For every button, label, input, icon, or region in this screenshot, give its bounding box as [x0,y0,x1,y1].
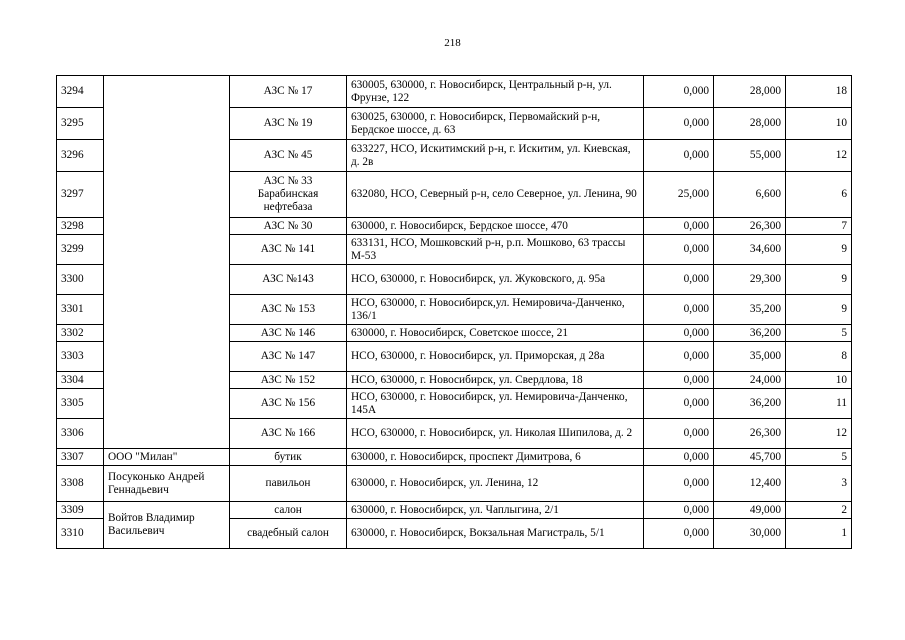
row-number-cell: 3305 [57,389,104,419]
object-type-cell: АЗС № 45 [230,140,347,172]
value2-cell: 55,000 [714,140,786,172]
row-number-cell: 3300 [57,265,104,295]
value1-cell: 0,000 [644,419,714,449]
value3-cell: 10 [786,372,852,389]
owner-cell: Посуконько Андрей Геннадьевич [104,466,230,502]
value2-cell: 36,200 [714,389,786,419]
value3-cell: 12 [786,140,852,172]
address-cell: 630000, г. Новосибирск, Советское шоссе, 21 [347,325,644,342]
object-type-cell: АЗС № 156 [230,389,347,419]
value1-cell: 0,000 [644,140,714,172]
value3-cell: 3 [786,466,852,502]
row-number-cell: 3299 [57,235,104,265]
value2-cell: 34,600 [714,235,786,265]
value3-cell: 9 [786,235,852,265]
value2-cell: 24,000 [714,372,786,389]
address-cell: 630000, г. Новосибирск, Вокзальная Магистраль, 5/1 [347,519,644,549]
address-cell: НСО, 630000, г. Новосибирск, ул. Свердлова, 18 [347,372,644,389]
object-type-cell: бутик [230,449,347,466]
value1-cell: 0,000 [644,342,714,372]
address-cell: НСО, 630000, г. Новосибирск, ул. Николая Шипилова, д. 2 [347,419,644,449]
value1-cell: 0,000 [644,389,714,419]
value1-cell: 0,000 [644,372,714,389]
value2-cell: 30,000 [714,519,786,549]
row-number-cell: 3308 [57,466,104,502]
row-number-cell: 3303 [57,342,104,372]
table-row [57,502,852,519]
row-number-cell: 3307 [57,449,104,466]
value2-cell: 45,700 [714,449,786,466]
value1-cell: 0,000 [644,519,714,549]
value2-cell: 49,000 [714,502,786,519]
value3-cell: 9 [786,265,852,295]
value3-cell: 7 [786,218,852,235]
value1-cell: 0,000 [644,466,714,502]
value3-cell: 10 [786,108,852,140]
address-cell: 632080, НСО, Северный р-н, село Северное, ул. Ленина, 90 [347,172,644,218]
object-type-cell: АЗС № 17 [230,76,347,108]
address-cell: 630000, г. Новосибирск, проспект Димитрова, 6 [347,449,644,466]
value3-cell: 2 [786,502,852,519]
value3-cell: 1 [786,519,852,549]
object-type-cell: АЗС № 147 [230,342,347,372]
value2-cell: 35,200 [714,295,786,325]
object-type-cell: салон [230,502,347,519]
row-number-cell: 3306 [57,419,104,449]
object-type-cell: АЗС № 30 [230,218,347,235]
address-cell: НСО, 630000, г. Новосибирск,ул. Немировича-Данченко, 136/1 [347,295,644,325]
address-cell: 630005, 630000, г. Новосибирск, Центральный р-н, ул. Фрунзе, 122 [347,76,644,108]
row-number-cell: 3309 [57,502,104,519]
value1-cell: 0,000 [644,502,714,519]
row-number-cell: 3294 [57,76,104,108]
address-cell: 630000, г. Новосибирск, ул. Чаплыгина, 2/1 [347,502,644,519]
value2-cell: 28,000 [714,76,786,108]
value1-cell: 0,000 [644,325,714,342]
value3-cell: 5 [786,325,852,342]
value3-cell: 9 [786,295,852,325]
value3-cell: 11 [786,389,852,419]
object-type-cell: АЗС № 19 [230,108,347,140]
value2-cell: 26,300 [714,419,786,449]
address-cell: 630000, г. Новосибирск, Бердское шоссе, 470 [347,218,644,235]
value1-cell: 0,000 [644,295,714,325]
address-cell: 633131, НСО, Мошковский р-н, р.п. Мошково, 63 трассы М-53 [347,235,644,265]
object-type-cell: АЗС № 166 [230,419,347,449]
row-number-cell: 3304 [57,372,104,389]
table-row [57,449,852,466]
object-type-cell: АЗС № 141 [230,235,347,265]
value2-cell: 29,300 [714,265,786,295]
value1-cell: 0,000 [644,235,714,265]
object-type-cell: АЗС № 153 [230,295,347,325]
value2-cell: 28,000 [714,108,786,140]
value1-cell: 0,000 [644,265,714,295]
owner-cell [104,76,230,449]
address-cell: 633227, НСО, Искитимский р-н, г. Искитим, ул. Киевская, д. 2в [347,140,644,172]
table-row [57,76,852,108]
value1-cell: 0,000 [644,449,714,466]
value2-cell: 35,000 [714,342,786,372]
value1-cell: 25,000 [644,172,714,218]
object-type-cell: АЗС № 152 [230,372,347,389]
address-cell: 630025, 630000, г. Новосибирск, Первомайский р-н, Бердское шоссе, д. 63 [347,108,644,140]
owner-cell: ООО "Милан" [104,449,230,466]
value1-cell: 0,000 [644,76,714,108]
row-number-cell: 3310 [57,519,104,549]
owner-cell: Войтов Владимир Васильевич [104,502,230,549]
page-number: 218 [444,37,461,49]
value3-cell: 6 [786,172,852,218]
value2-cell: 6,600 [714,172,786,218]
value2-cell: 26,300 [714,218,786,235]
row-number-cell: 3295 [57,108,104,140]
object-type-cell: свадебный салон [230,519,347,549]
object-type-cell: павильон [230,466,347,502]
object-type-cell: АЗС № 146 [230,325,347,342]
value3-cell: 12 [786,419,852,449]
value3-cell: 5 [786,449,852,466]
address-cell: 630000, г. Новосибирск, ул. Ленина, 12 [347,466,644,502]
value1-cell: 0,000 [644,108,714,140]
address-cell: НСО, 630000, г. Новосибирск, ул. Жуковского, д. 95а [347,265,644,295]
value3-cell: 8 [786,342,852,372]
row-number-cell: 3296 [57,140,104,172]
stations-table [56,75,852,549]
object-type-cell: АЗС № 33 Барабинская нефтебаза [230,172,347,218]
value1-cell: 0,000 [644,218,714,235]
row-number-cell: 3298 [57,218,104,235]
value2-cell: 36,200 [714,325,786,342]
value3-cell: 18 [786,76,852,108]
address-cell: НСО, 630000, г. Новосибирск, ул. Немировича-Данченко, 145А [347,389,644,419]
row-number-cell: 3302 [57,325,104,342]
row-number-cell: 3297 [57,172,104,218]
object-type-cell: АЗС №143 [230,265,347,295]
value2-cell: 12,400 [714,466,786,502]
row-number-cell: 3301 [57,295,104,325]
address-cell: НСО, 630000, г. Новосибирск, ул. Приморская, д 28а [347,342,644,372]
table-row [57,466,852,502]
